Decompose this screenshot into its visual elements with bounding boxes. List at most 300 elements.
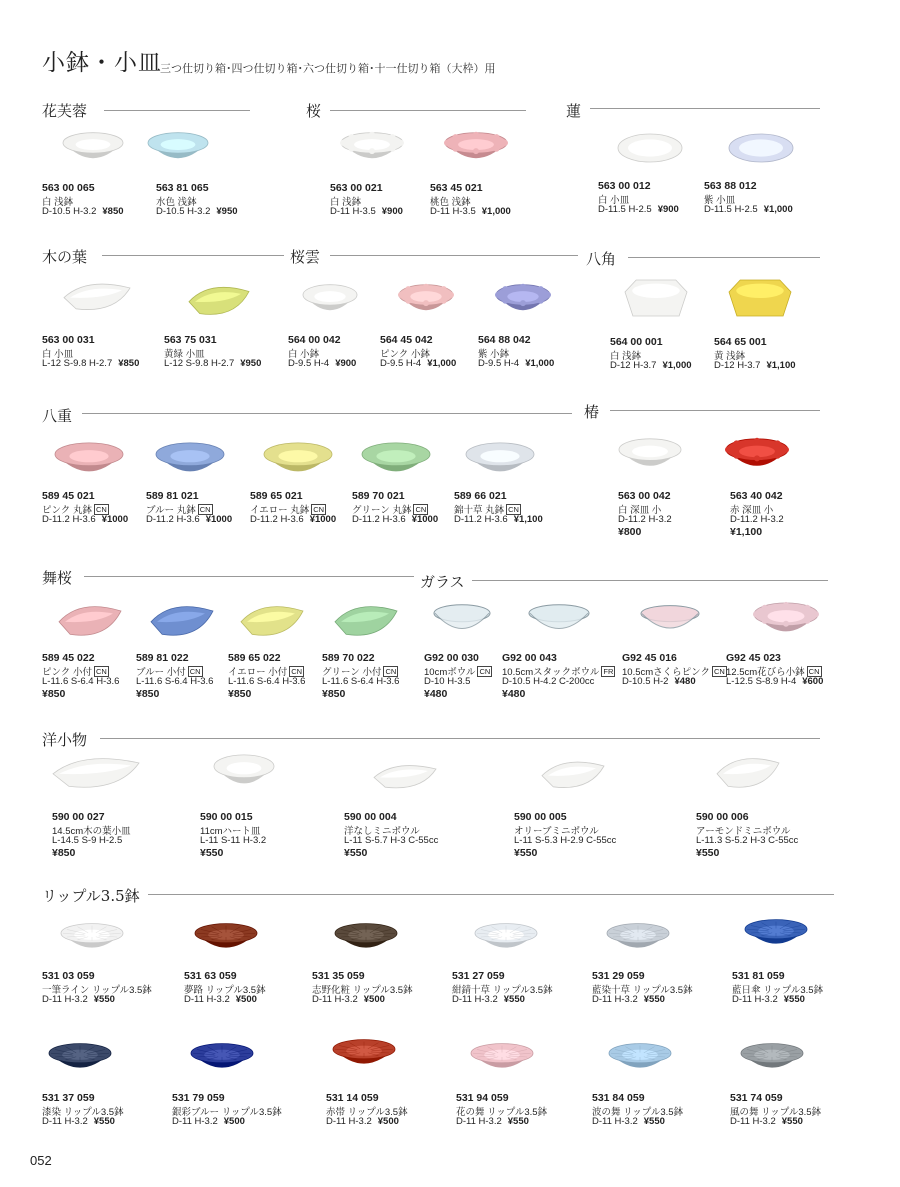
product-code: 563 75 031 [164, 334, 217, 346]
product-code: 589 45 022 [42, 652, 95, 664]
product-code: 589 70 021 [352, 490, 405, 502]
product-dimensions [42, 994, 115, 1005]
product-image [617, 133, 683, 168]
dimensions-text: D-11 H-3.5 [330, 206, 376, 217]
dimensions-text: L-14.5 S-9 H-2.5 [52, 835, 123, 846]
origin-tag: CN [808, 667, 820, 676]
product-code: 589 70 022 [322, 652, 375, 664]
product-code: G92 45 016 [622, 652, 677, 664]
dimensions-text: L-11 S-5.3 H-2.9 C-55cc [514, 835, 617, 846]
product-name-text: 11cmハート皿 [200, 826, 261, 837]
product-code: 531 35 059 [312, 970, 365, 982]
dimensions-text: D-11 H-3.2 [42, 1116, 88, 1127]
product-price: ¥850 [322, 688, 346, 700]
product-image [361, 441, 431, 484]
product-image [444, 131, 508, 170]
section-hakkaku: 八角 [586, 250, 617, 268]
product-price: ¥1,000 [481, 206, 511, 217]
product-image [54, 441, 124, 484]
dimensions-text: L-11.6 S-6.4 H-3.6 [228, 676, 306, 687]
product-price: ¥550 [200, 847, 224, 859]
section-rule [330, 255, 578, 256]
product-image [623, 278, 689, 323]
section-yae: 八重 [42, 407, 73, 425]
product-image [334, 922, 398, 959]
product-name-text: 銀彩ブルー リップル3.5鉢 [172, 1107, 282, 1118]
section-youkomono: 洋小物 [42, 731, 88, 749]
product-dimensions [42, 206, 124, 217]
product-dimensions [42, 676, 119, 687]
product-name-text: 波の舞 リップル3.5鉢 [592, 1107, 684, 1118]
origin-tag: CN [95, 505, 107, 514]
product-image [51, 754, 141, 795]
product-dimensions [200, 835, 266, 846]
dimensions-text: D-9.5 H-4 [288, 358, 330, 369]
product-code: 531 29 059 [592, 970, 645, 982]
dimensions-text: D-11 H-3.2 [732, 994, 778, 1005]
product-code: 531 37 059 [42, 1092, 95, 1104]
product-price: ¥500 [363, 994, 385, 1005]
product-image [744, 918, 808, 955]
product-image [528, 603, 590, 642]
product-code: 564 65 001 [714, 336, 767, 348]
product-dimensions [42, 514, 128, 525]
product-image [495, 283, 551, 322]
section-sakura: 桜 [306, 102, 322, 120]
product-dimensions [732, 994, 805, 1005]
dimensions-text: L-11 S-11 H-3.2 [200, 835, 267, 846]
product-dimensions [380, 358, 456, 369]
dimensions-text: D-10.5 H-4.2 C-200cc [502, 676, 595, 687]
product-price: ¥1,000 [525, 358, 555, 369]
product-code: 589 66 021 [454, 490, 507, 502]
product-code: 563 40 042 [730, 490, 783, 502]
dimensions-text: D-11 H-3.2 [184, 994, 230, 1005]
dimensions-text: D-11 H-3.2 [456, 1116, 502, 1127]
page-number: 052 [30, 1153, 52, 1168]
product-image [753, 601, 819, 644]
product-dimensions [322, 676, 399, 687]
dimensions-text: D-11.2 H-3.2 [730, 514, 784, 525]
dimensions-text: D-10.5 H-3.2 [156, 206, 211, 217]
product-name-text: 14.5cm木の葉小皿 [52, 826, 131, 837]
dimensions-text: D-11.2 H-3.6 [454, 514, 508, 525]
product-image [190, 1042, 254, 1079]
product-name-text: 赤 深皿 小 [730, 505, 774, 516]
dimensions-text: L-11.6 S-6.4 H-3.6 [42, 676, 120, 687]
product-dimensions [478, 358, 554, 369]
product-price: ¥550 [783, 994, 805, 1005]
product-name-text: 志野化粧 リップル3.5鉢 [312, 985, 413, 996]
product-dimensions [424, 676, 470, 687]
product-name-text: 藍日傘 リップル3.5鉢 [732, 985, 824, 996]
product-code: 531 81 059 [732, 970, 785, 982]
product-code: 531 14 059 [326, 1092, 379, 1104]
product-image [239, 602, 305, 643]
product-dimensions [352, 514, 438, 525]
section-rule [104, 110, 250, 111]
product-name-text: 一筆ライン リップル3.5鉢 [42, 985, 152, 996]
product-code: 564 88 042 [478, 334, 531, 346]
origin-tag: CN [385, 667, 397, 676]
product-name-text: グリーン 小付 [322, 667, 382, 678]
dimensions-text: D-11 H-3.2 [172, 1116, 218, 1127]
product-price: ¥550 [643, 1116, 665, 1127]
product-image [62, 280, 132, 317]
product-code: 563 00 031 [42, 334, 95, 346]
section-rule [84, 576, 414, 577]
product-image [194, 922, 258, 959]
origin-tag: CN [189, 667, 201, 676]
dimensions-text: D-10 H-3.5 [424, 676, 471, 687]
product-price: ¥800 [618, 526, 642, 538]
product-image [302, 283, 358, 322]
product-price: ¥1,100 [513, 514, 543, 525]
product-dimensions [454, 514, 543, 525]
product-name-text: ピンク 小付 [42, 667, 92, 678]
origin-tag: CN [508, 505, 519, 514]
product-dimensions [598, 204, 679, 215]
section-sakuragumo: 桜雲 [290, 248, 321, 266]
product-code: 590 00 006 [696, 811, 749, 823]
product-name-text: 桃色 浅鉢 [430, 197, 471, 208]
product-image [433, 603, 491, 642]
product-image [149, 602, 215, 643]
product-code: 589 81 022 [136, 652, 189, 664]
product-code: 531 84 059 [592, 1092, 645, 1104]
section-kafuyou: 花芙蓉 [42, 102, 88, 120]
dimensions-text: D-9.5 H-4 [478, 358, 520, 369]
section-rule [472, 580, 828, 581]
origin-tag: FR [603, 667, 614, 676]
product-price: ¥500 [377, 1116, 399, 1127]
product-name-text: 12.5cm花びら小鉢 [726, 667, 805, 678]
product-name-text: 藍染十草 リップル3.5鉢 [592, 985, 693, 996]
product-code: 590 00 004 [344, 811, 397, 823]
product-name-text: 白 小皿 [42, 349, 74, 360]
section-rule [82, 413, 572, 414]
product-image [728, 133, 794, 168]
product-image [465, 441, 535, 484]
product-price: ¥480 [674, 676, 696, 687]
section-rule [590, 108, 820, 109]
dimensions-text: D-10.5 H-3.2 [42, 206, 97, 217]
product-price: ¥1,100 [766, 360, 796, 371]
product-image [263, 441, 333, 484]
product-code: 563 00 021 [330, 182, 383, 194]
product-price: ¥550 [696, 847, 720, 859]
product-name-text: 黄緑 小皿 [164, 349, 205, 360]
product-dimensions [714, 360, 796, 371]
section-konoha: 木の葉 [42, 248, 88, 266]
product-code: 564 00 001 [610, 336, 663, 348]
product-name-text: イエロー 小付 [228, 667, 288, 678]
product-name-text: 白 小皿 [598, 195, 630, 206]
product-image [57, 602, 123, 643]
product-dimensions [52, 835, 122, 846]
product-dimensions [344, 835, 438, 846]
dimensions-text: D-10.5 H-2 [622, 676, 669, 687]
dimensions-text: D-12 H-3.7 [714, 360, 761, 371]
section-rule [628, 257, 820, 258]
product-price: ¥900 [335, 358, 357, 369]
product-name-text: 紺錆十草 リップル3.5鉢 [452, 985, 553, 996]
origin-tag: CN [713, 667, 725, 676]
product-code: 531 63 059 [184, 970, 237, 982]
product-code: 563 81 065 [156, 182, 209, 194]
product-dimensions [326, 1116, 399, 1127]
section-rule [148, 894, 834, 895]
section-rule [330, 110, 526, 111]
product-name-text: 白 小鉢 [288, 349, 320, 360]
dimensions-text: L-12 S-9.8 H-2.7 [42, 358, 113, 369]
product-price: ¥950 [216, 206, 238, 217]
product-image [540, 758, 606, 795]
product-code: 589 45 021 [42, 490, 95, 502]
product-name-text: 10.5cmスタックボウル [502, 667, 600, 678]
product-image [48, 1042, 112, 1079]
dimensions-text: D-11.2 H-3.6 [250, 514, 304, 525]
product-image [398, 283, 454, 322]
product-image [60, 922, 124, 959]
product-image [608, 1042, 672, 1079]
product-image [606, 922, 670, 959]
product-dimensions [42, 1116, 115, 1127]
section-hasu: 蓮 [566, 102, 582, 120]
product-name-text: グリーン 丸鉢 [352, 505, 412, 516]
product-name-text: 錦十草 丸鉢 [454, 505, 505, 516]
dimensions-text: D-11 H-3.2 [592, 994, 638, 1005]
product-image [340, 131, 404, 170]
product-name-text: 夢路 リップル3.5鉢 [184, 985, 266, 996]
product-code: G92 00 043 [502, 652, 557, 664]
origin-tag: CN [479, 667, 491, 676]
product-name-text: 10cmボウル [424, 667, 476, 678]
section-rule [102, 255, 284, 256]
product-dimensions [610, 360, 692, 371]
product-dimensions [330, 206, 403, 217]
dimensions-text: D-11.2 H-3.2 [618, 514, 672, 525]
product-price: ¥550 [643, 994, 665, 1005]
dimensions-text: D-11.5 H-2.5 [704, 204, 758, 215]
page-subtitle: 三つ仕切り箱･四つ仕切り箱･六つ仕切り箱･十一仕切り箱（大枠）用 [160, 62, 496, 75]
dimensions-text: D-11.2 H-3.6 [42, 514, 96, 525]
product-image [155, 441, 225, 484]
product-image [187, 283, 251, 322]
product-price: ¥550 [93, 994, 115, 1005]
product-price: ¥850 [102, 206, 124, 217]
section-ripple: リップル3.5鉢 [42, 887, 140, 905]
dimensions-text: D-11.5 H-2.5 [598, 204, 652, 215]
product-name-text: ピンク 丸鉢 [42, 505, 92, 516]
product-dimensions [514, 835, 616, 846]
product-dimensions [592, 1116, 665, 1127]
dimensions-text: D-11 H-3.2 [326, 1116, 372, 1127]
product-price: ¥1000 [205, 514, 233, 525]
product-code: 563 00 042 [618, 490, 671, 502]
dimensions-text: D-11 H-3.2 [592, 1116, 638, 1127]
dimensions-text: L-11 S-5.7 H-3 C-55cc [344, 835, 439, 846]
origin-tag: CN [199, 505, 211, 514]
section-glass: ガラス [420, 573, 465, 591]
product-dimensions [592, 994, 665, 1005]
product-price: ¥1,000 [662, 360, 692, 371]
page-title: 小鉢・小皿 [42, 50, 162, 76]
dimensions-text: D-11 H-3.2 [730, 1116, 776, 1127]
product-price: ¥600 [802, 676, 824, 687]
product-code: 590 00 005 [514, 811, 567, 823]
product-name-text: 黄 浅鉢 [714, 351, 746, 362]
product-price: ¥850 [52, 847, 76, 859]
product-code: 589 65 022 [228, 652, 281, 664]
product-code: 563 88 012 [704, 180, 757, 192]
product-code: 564 00 042 [288, 334, 341, 346]
product-image [640, 604, 700, 641]
product-name-text: ピンク 小鉢 [380, 349, 430, 360]
product-name-text: イエロー 丸鉢 [250, 505, 310, 516]
product-image [333, 602, 399, 643]
product-code: 589 65 021 [250, 490, 303, 502]
page-header [42, 44, 162, 77]
product-dimensions [704, 204, 793, 215]
product-code: G92 45 023 [726, 652, 781, 664]
product-dimensions [250, 514, 336, 525]
product-price: ¥550 [514, 847, 538, 859]
section-rule [100, 738, 820, 739]
dimensions-text: D-11 H-3.2 [312, 994, 358, 1005]
product-dimensions [136, 676, 213, 687]
product-price: ¥550 [93, 1116, 115, 1127]
product-dimensions [726, 676, 823, 687]
product-code: 531 94 059 [456, 1092, 509, 1104]
dimensions-text: L-12.5 S-8.9 H-4 [726, 676, 797, 687]
product-price: ¥850 [136, 688, 160, 700]
origin-tag: CN [313, 505, 325, 514]
product-image [715, 754, 781, 795]
product-price: ¥480 [502, 688, 526, 700]
product-code: 531 03 059 [42, 970, 95, 982]
product-dimensions [228, 676, 305, 687]
product-image [740, 1042, 804, 1079]
product-name-text: 白 浅鉢 [610, 351, 642, 362]
product-code: 590 00 027 [52, 811, 105, 823]
product-name-text: 水色 浅鉢 [156, 197, 197, 208]
dimensions-text: D-11 H-3.2 [42, 994, 88, 1005]
section-rule [610, 410, 820, 411]
product-code: 564 45 042 [380, 334, 433, 346]
product-dimensions [730, 514, 784, 525]
product-price: ¥850 [42, 688, 66, 700]
product-name-text: ブルー 小付 [136, 667, 186, 678]
product-code: 589 81 021 [146, 490, 199, 502]
product-name-text: 白 深皿 小 [618, 505, 662, 516]
product-name-text: 漆染 リップル3.5鉢 [42, 1107, 124, 1118]
product-dimensions [42, 358, 139, 369]
product-image [147, 131, 209, 170]
product-price: ¥550 [781, 1116, 803, 1127]
dimensions-text: D-11 H-3.2 [452, 994, 498, 1005]
product-name-text: ブルー 丸鉢 [146, 505, 196, 516]
product-name-text: 白 浅鉢 [330, 197, 362, 208]
product-price: ¥500 [223, 1116, 245, 1127]
dimensions-text: L-11.6 S-6.4 H-3.6 [136, 676, 214, 687]
product-price: ¥1000 [101, 514, 129, 525]
origin-tag: CN [95, 667, 107, 676]
product-price: ¥550 [507, 1116, 529, 1127]
product-code: 531 27 059 [452, 970, 505, 982]
product-dimensions [696, 835, 798, 846]
origin-tag: CN [291, 667, 303, 676]
product-price: ¥1000 [309, 514, 337, 525]
product-dimensions [502, 676, 594, 687]
product-price: ¥1,100 [730, 526, 763, 538]
product-dimensions [430, 206, 511, 217]
product-image [332, 1038, 396, 1075]
product-dimensions [456, 1116, 529, 1127]
section-tsubaki: 椿 [584, 403, 600, 421]
product-dimensions [312, 994, 385, 1005]
product-name-text: 花の舞 リップル3.5鉢 [456, 1107, 548, 1118]
product-dimensions [156, 206, 238, 217]
dimensions-text: D-11.2 H-3.6 [146, 514, 200, 525]
product-image [474, 922, 538, 959]
product-code: 590 00 015 [200, 811, 253, 823]
dimensions-text: D-11 H-3.5 [430, 206, 476, 217]
product-image [725, 437, 789, 478]
product-name-text: 洋なしミニボウル [344, 826, 420, 837]
product-name-text: 赤帯 リップル3.5鉢 [326, 1107, 408, 1118]
product-image [62, 131, 124, 170]
product-dimensions [452, 994, 525, 1005]
dimensions-text: L-11.6 S-6.4 H-3.6 [322, 676, 400, 687]
product-price: ¥1000 [411, 514, 439, 525]
product-image [727, 278, 793, 323]
product-price: ¥1,000 [427, 358, 457, 369]
product-dimensions [288, 358, 356, 369]
product-name-text: アーモンドミニボウル [696, 826, 791, 837]
product-dimensions [618, 514, 672, 525]
product-price: ¥900 [657, 204, 679, 215]
product-price: ¥950 [240, 358, 262, 369]
product-image [470, 1042, 534, 1079]
dimensions-text: D-12 H-3.7 [610, 360, 657, 371]
product-name-text: オリーブミニボウル [514, 826, 599, 837]
product-dimensions [164, 358, 261, 369]
product-code: 563 00 065 [42, 182, 95, 194]
product-dimensions [184, 994, 257, 1005]
product-name-text: 10.5cmさくらピンク [622, 667, 710, 678]
product-image [618, 437, 682, 478]
dimensions-text: D-9.5 H-4 [380, 358, 422, 369]
product-code: 563 00 012 [598, 180, 651, 192]
product-price: ¥850 [118, 358, 140, 369]
section-maizakura: 舞桜 [42, 569, 73, 587]
product-price: ¥500 [235, 994, 257, 1005]
product-price: ¥1,000 [763, 204, 793, 215]
product-image [372, 762, 438, 795]
product-dimensions [730, 1116, 803, 1127]
dimensions-text: D-11.2 H-3.6 [352, 514, 406, 525]
dimensions-text: L-12 S-9.8 H-2.7 [164, 358, 235, 369]
product-code: 563 45 021 [430, 182, 483, 194]
product-name-text: 紫 小鉢 [478, 349, 510, 360]
origin-tag: CN [415, 505, 427, 514]
product-name-text: 白 浅鉢 [42, 197, 74, 208]
product-code: G92 00 030 [424, 652, 479, 664]
product-dimensions [622, 676, 696, 687]
product-name-text: 紫 小皿 [704, 195, 736, 206]
product-price: ¥900 [381, 206, 403, 217]
